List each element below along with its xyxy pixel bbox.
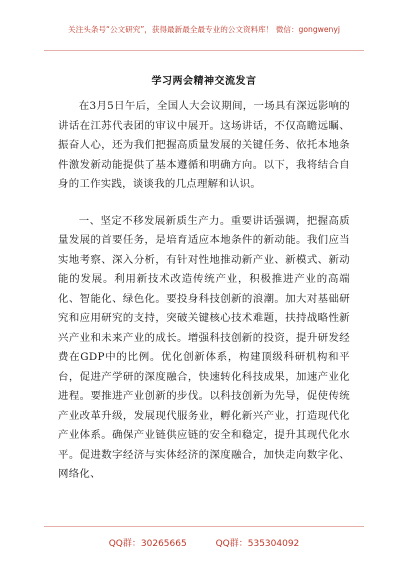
footer-qq-group-1: QQ群：30265665 <box>108 539 187 549</box>
document-body <box>58 97 350 485</box>
document-title: 学习两会精神交流发言 <box>151 76 257 87</box>
footer-qq-group-2: QQ群：535304092 <box>215 539 300 549</box>
footer-divider <box>44 526 364 527</box>
paragraph-section-one: 一、坚定不移发展新质生产力。重要讲话强调，把握高质量发展的首要任务，是培育适应本地条件的新动能。我们应当实地考察、深入分析，有针对性地推动新产业、新模式、新动能的发展。利用新技术改造传统产业，积极推进产业的高端化、智能化、绿色化。要投身科技创新的浪潮。加大对基础研究和应用研究的支持，突破关键核心技术难题，扶持战略性新兴产业和未来产业的成长。增强科技创新的投资，提升研发经费在GDP中的比例。优化创新体系，构建顶级科研机构和平台，促进产学研的深度融合，快速转化科技成果，加速产业化进程。要推进产业创新的步伐。以科技创新为先导，促使传统产业改革升级，发展现代服务业，孵化新兴产业，打造现代化产业体系。确保产业链供应链的安全和稳定，提升其现代化水平。促进数字经济与实体经济的深度融合，加快走向数字化、网络化、 <box>58 214 350 480</box>
header-banner: 关注头条号“公文研究”，获得最新最全最专业的公文资料库！ 微信：gongwenyj <box>68 25 340 34</box>
paragraph-intro: 在3月5日午后，全国人大会议期间，一场具有深远影响的讲话在江苏代表团的审议中展开。这场讲话，不仅高瞻远瞩、振奋人心，还为我们把握高质量发展的关键任务、依托本地条件激发新动能提供了基本遵循和明确方向。以下，我将结合自身的工作实践，谈谈我的几点理解和认识。 <box>58 100 350 190</box>
header-divider <box>44 50 364 51</box>
footer-contact <box>0 536 408 549</box>
